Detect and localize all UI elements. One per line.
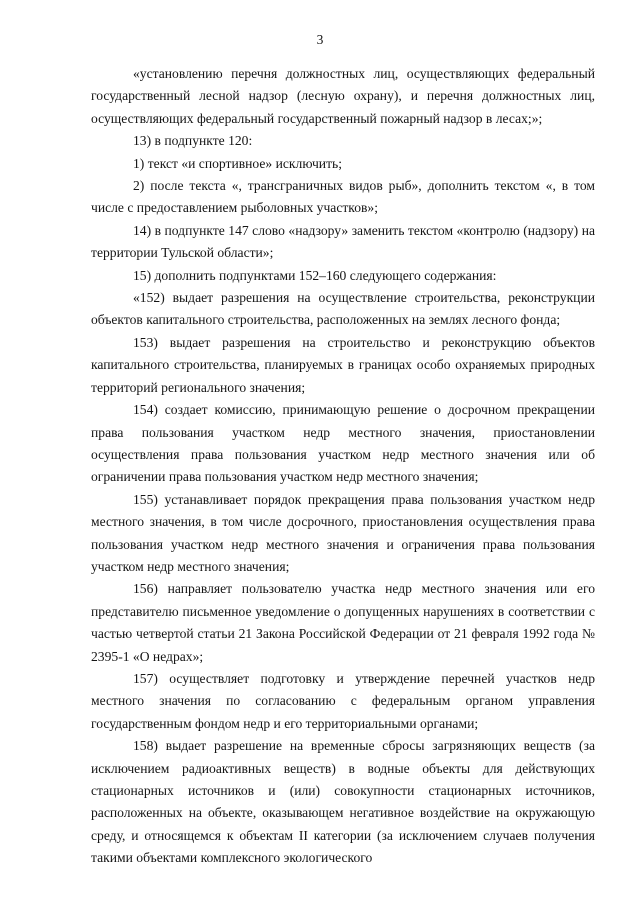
- document-body: [91, 63, 595, 870]
- paragraph-item-15: 15) дополнить подпунктами 152–160 следующего содержания:: [133, 267, 497, 283]
- paragraph-item-14: 14) в подпункте 147 слово «надзору» заменить текстом «контролю (надзору) на территории Тульской области»;: [91, 222, 595, 261]
- paragraph-subitem-1: 1) текст «и спортивное» исключить;: [133, 155, 342, 171]
- paragraph-subpoint-154: 154) создает комиссию, принимающую решение о досрочном прекращении права пользования участком недр местного значения, приостановлении осуществления права пользования участком недр местного значения или об ограничении права пользования участком недр местного значения;: [91, 402, 595, 485]
- page-number: 3: [316, 32, 324, 47]
- paragraph-subpoint-153: 153) выдает разрешения на строительство и реконструкцию объектов капитального строительства, планируемых в границах особо охраняемых природных территорий регионального значения;: [91, 334, 595, 395]
- paragraph-subitem-2: 2) после текста «, трансграничных видов рыб», дополнить текстом «, в том числе с предоставлением рыболовных участков»;: [91, 178, 595, 216]
- paragraph-subpoint-158: 158) выдает разрешение на временные сбросы загрязняющих веществ (за исключением радиоактивных веществ) в водные объекты для действующих стационарных источников и (или) совокупности стационарных источников, расположенных на объекте, оказывающем негативное воздействие на окружающую среду, и относящемся к объектам II категории (за исключением случаев получения такими объектами комплексного экологического: [91, 738, 595, 866]
- paragraph-item-13: 13) в подпункте 120:: [133, 133, 253, 149]
- paragraph-subpoint-156: 156) направляет пользователю участка недр местного значения или его представителю письменное уведомление о допущенных нарушениях в соответствии с частью четвертой статьи 21 Закона Российской Федерации от 21 февраля 1992 года № 2395-1 «О недрах»;: [91, 581, 595, 664]
- paragraph-subpoint-152: «152) выдает разрешения на осуществление строительства, реконструкции объектов капитального строительства, расположенных на землях лесного фонда;: [91, 290, 595, 328]
- paragraph-subpoint-155: 155) устанавливает порядок прекращения права пользования участком недр местного значения, в том числе досрочного, приостановления осуществления права пользования участком недр местного значения и ограничения права пользования участком недр местного значения;: [91, 491, 595, 574]
- paragraph-subpoint-157: 157) осуществляет подготовку и утверждение перечней участков недр местного значения по согласованию с федеральным органом управления государственным фондом недр и его территориальными органами;: [91, 670, 595, 731]
- paragraph-continuation: «установлению перечня должностных лиц, осуществляющих федеральный государственный лесной надзор (лесную охрану), и перечня должностных лиц, осуществляющих федеральный государственный пожарный надзор в лесах;»;: [91, 66, 595, 126]
